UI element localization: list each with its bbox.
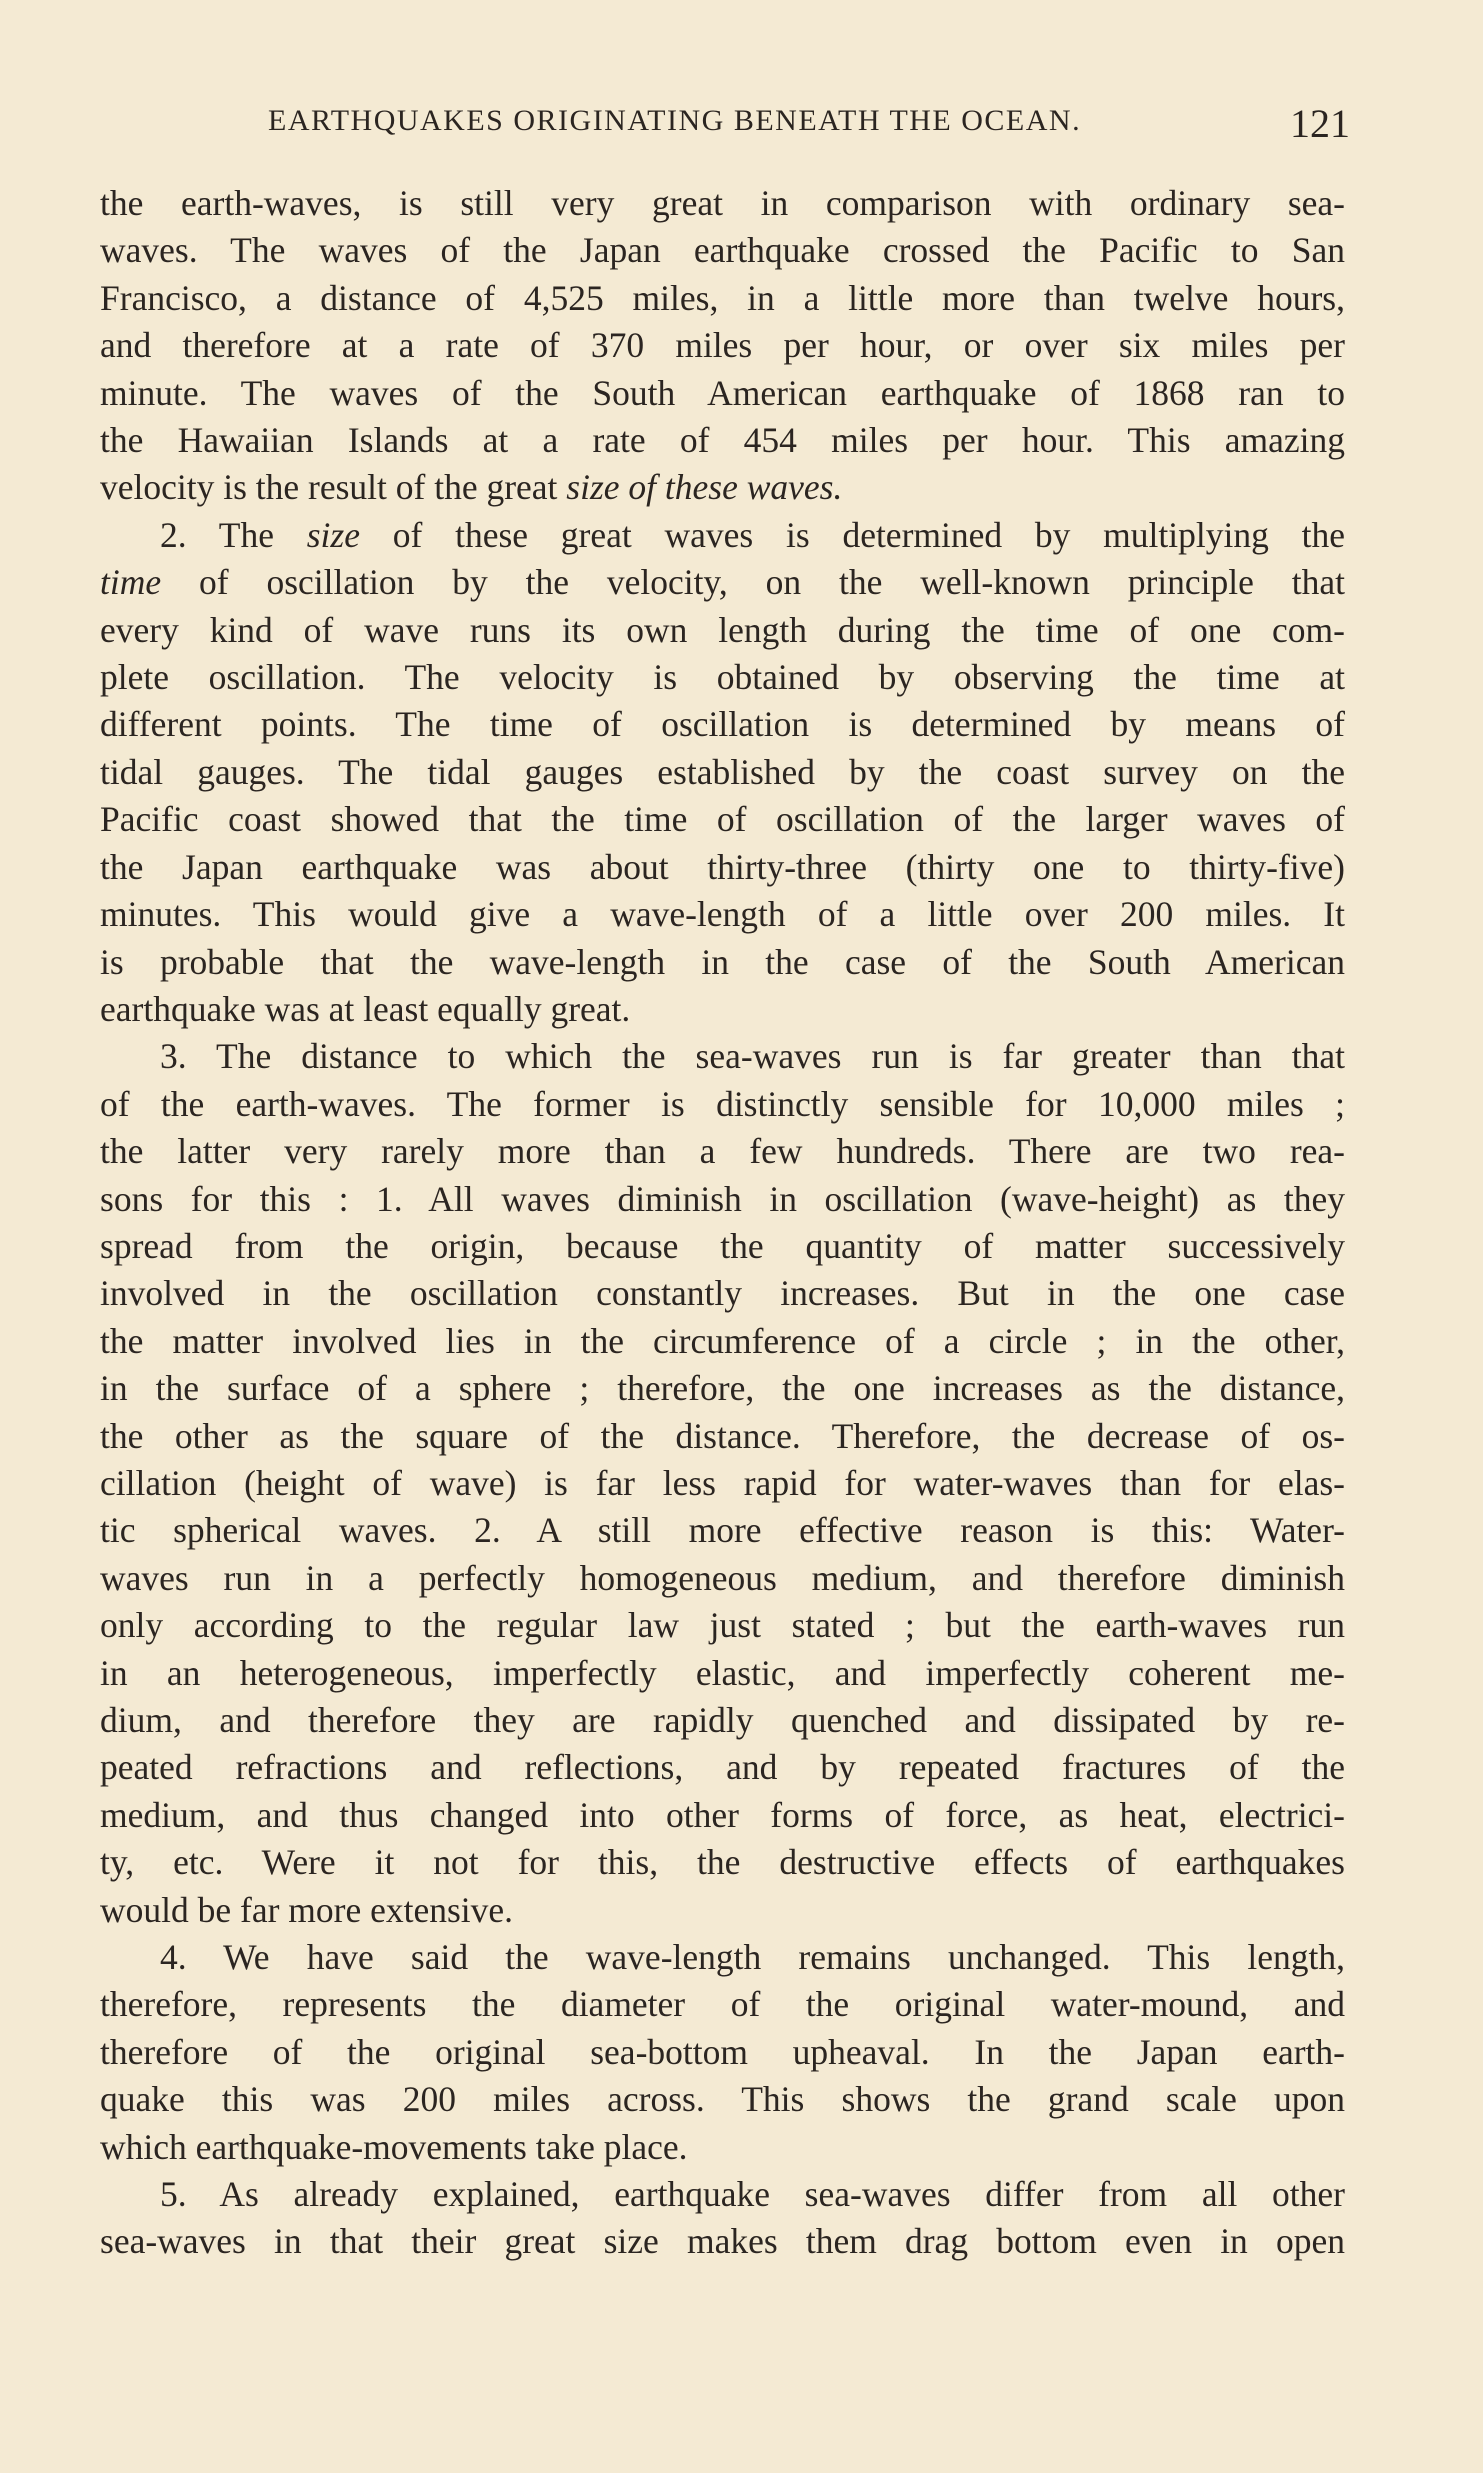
text-line: quake this was 200 miles across. This shows the grand scale upon (100, 2079, 1345, 2120)
text-line: only according to the regular law just stated ; but the earth-waves run (100, 1605, 1345, 1646)
text-line: therefore of the original sea-bottom upheaval. In the Japan earth- (100, 2031, 1345, 2072)
text-line: therefore, represents the diameter of the original water-mound, and (100, 1984, 1345, 2025)
text-line: Pacific coast showed that the time of oscillation of the larger waves of (100, 799, 1345, 840)
text-line: which earthquake-movements take place. (100, 2126, 688, 2167)
text-line: every kind of wave runs its own length during the time of one com- (100, 609, 1345, 650)
text-line: peated refractions and reflections, and by repeated fractures of the (100, 1747, 1345, 1788)
text-line: medium, and thus changed into other forms of force, as heat, electrici- (100, 1794, 1345, 1835)
text-line: Francisco, a distance of 4,525 miles, in a little more than twelve hours, (100, 277, 1345, 318)
text-line: sons for this : 1. All waves diminish in oscillation (wave-height) as they (100, 1178, 1345, 1219)
body-text (100, 180, 1345, 2266)
page-number: 121 (1290, 101, 1350, 146)
text-line: 3. The distance to which the sea-waves run is far greater than that (160, 1036, 1345, 1077)
text-line: of the earth-waves. The former is distinctly sensible for 10,000 miles ; (100, 1083, 1345, 1124)
text-line: the other as the square of the distance. Therefore, the decrease of os- (100, 1415, 1345, 1456)
italic-word: size (306, 514, 360, 555)
running-head: EARTHQUAKES ORIGINATING BENEATH THE OCEAN. (268, 104, 1082, 137)
text-line: in the surface of a sphere ; therefore, the one increases as the distance, (100, 1368, 1345, 1409)
text-line: dium, and therefore they are rapidly quenched and dissipated by re- (100, 1700, 1345, 1740)
text-line: the latter very rarely more than a few hundreds. There are two rea- (100, 1131, 1345, 1172)
text-line: waves run in a perfectly homogeneous medium, and therefore diminish (100, 1557, 1345, 1598)
text-line: the Hawaiian Islands at a rate of 454 miles per hour. This amazing (100, 420, 1345, 461)
text-line: 4. We have said the wave-length remains unchanged. This length, (160, 1937, 1345, 1978)
text-line: ty, etc. Were it not for this, the destructive effects of earthquakes (100, 1842, 1345, 1883)
text-line: waves. The waves of the Japan earthquake crossed the Pacific to San (100, 230, 1345, 271)
text-line: spread from the origin, because the quantity of matter successively (100, 1225, 1345, 1266)
text-line: different points. The time of oscillation is determined by means of (100, 704, 1345, 745)
text-run: of oscillation by the velocity, on the well-known principle that (161, 562, 1345, 603)
text-line: the Japan earthquake was about thirty-three (thirty one to thirty-five) (100, 846, 1345, 887)
italic-word: time (100, 562, 162, 603)
text-line (100, 559, 1345, 606)
text-line: sea-waves in that their great size makes them drag bottom even in open (100, 2221, 1345, 2262)
text-line: is probable that the wave-length in the case of the South American (100, 941, 1345, 982)
text-line: and therefore at a rate of 370 miles per hour, or over six miles per (100, 325, 1345, 366)
text-line: would be far more extensive. (100, 1889, 514, 1930)
page-header (100, 100, 1350, 160)
text-line (100, 464, 1345, 511)
text-line: the matter involved lies in the circumference of a circle ; in the other, (100, 1320, 1345, 1361)
text-line: in an heterogeneous, imperfectly elastic, and imperfectly coherent me- (100, 1652, 1345, 1693)
italic-phrase: size of these waves. (566, 467, 843, 508)
text-line: plete oscillation. The velocity is obtained by observing the time at (100, 657, 1345, 698)
text-line: minute. The waves of the South American earthquake of 1868 ran to (100, 372, 1345, 413)
text-line: cillation (height of wave) is far less rapid for water-waves than for elas- (100, 1462, 1345, 1503)
text-line: tic spherical waves. 2. A still more effective reason is this: Water- (100, 1510, 1345, 1551)
text-line: tidal gauges. The tidal gauges established by the coast survey on the (100, 751, 1345, 792)
text-line (100, 512, 1345, 559)
text-line: involved in the oscillation constantly increases. But in the one case (100, 1273, 1345, 1314)
text-line: the earth-waves, is still very great in comparison with ordinary sea- (100, 183, 1345, 223)
text-run: 2. The (160, 514, 307, 555)
text-line: earthquake was at least equally great. (100, 988, 631, 1029)
text-run: velocity is the result of the great (100, 467, 567, 508)
text-run: of these great waves is determined by multiplying the (359, 514, 1345, 555)
text-line: minutes. This would give a wave-length of a little over 200 miles. It (100, 894, 1345, 935)
text-line: 5. As already explained, earthquake sea-waves differ from all other (160, 2174, 1345, 2215)
